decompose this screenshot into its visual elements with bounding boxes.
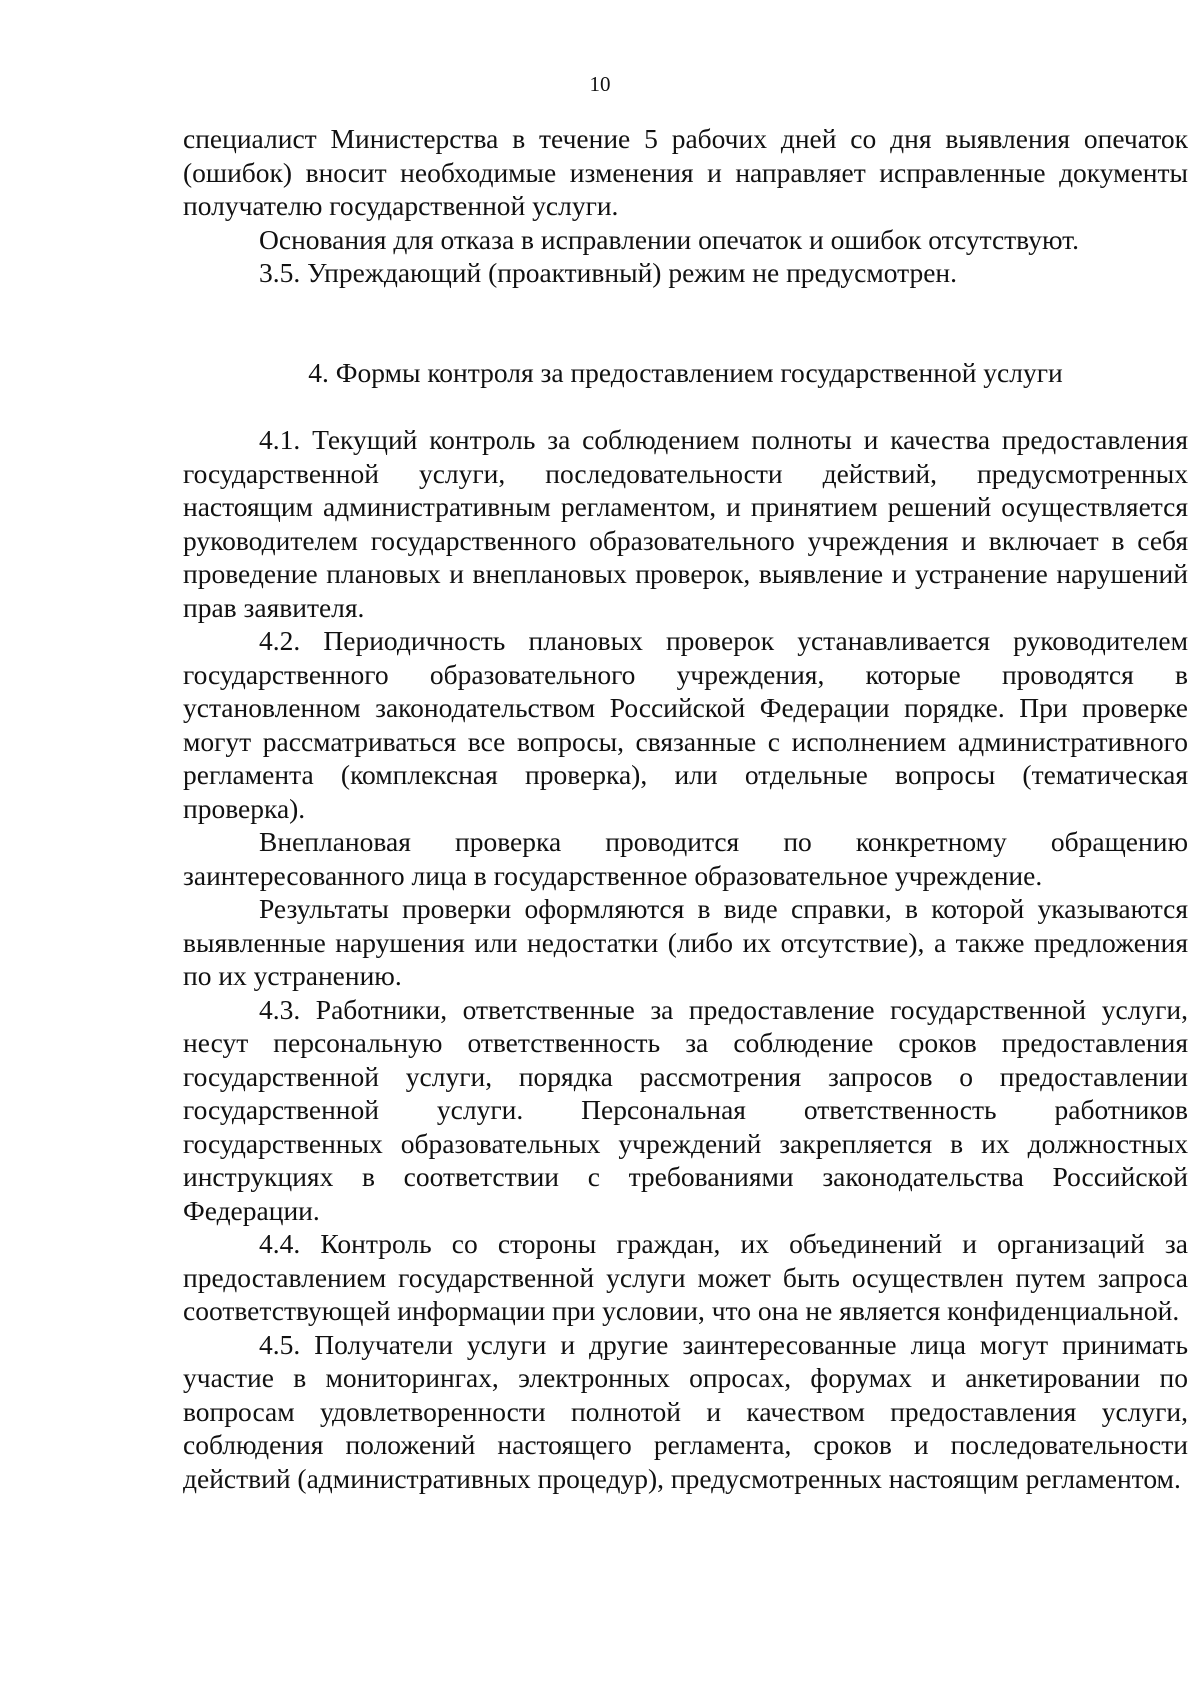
paragraph-4-2: 4.2. Периодичность плановых проверок устанавливается руководителем государственного образовательного учреждения, которые проводятся в установленном законодательством Российской Федерации порядке. При проверке могут рассматриваться все вопросы, связанные с исполнением административного регламента (комплексная проверка), или отдельные вопросы (тематическая проверка). [183, 625, 1188, 824]
paragraph-check-results: Результаты проверки оформляются в виде справки, в которой указываются выявленные нарушения или недостатки (либо их отсутствие), а также предложения по их устранению. [183, 893, 1188, 991]
paragraph-4-1: 4.1. Текущий контроль за соблюдением полноты и качества предоставления государственной услуги, последовательности действий, предусмотренных настоящим административным регламентом, и принятием решений осуществляется руководителем государственного образовательного учреждения и включает в себя проведение плановых и внеплановых проверок, выявление и устранение нарушений прав заявителя. [183, 424, 1188, 623]
section-4-heading: 4. Формы контроля за предоставлением государственной услуги [308, 356, 1063, 388]
paragraph-continuation: специалист Министерства в течение 5 рабочих дней со дня выявления опечаток (ошибок) вносит необходимые изменения и направляет исправленные документы получателю государственной услуги. [183, 123, 1188, 221]
paragraph-4-5: 4.5. Получатели услуги и другие заинтересованные лица могут принимать участие в мониторингах, электронных опросах, форумах и анкетировании по вопросам удовлетворенности полнотой и качеством предоставления услуги, соблюдения положений настоящего регламента, сроков и последовательности действий (административных процедур), предусмотренных настоящим регламентом. [183, 1328, 1188, 1494]
paragraph-4-3: 4.3. Работники, ответственные за предоставление государственной услуги, несут персональную ответственность за соблюдение сроков предоставления государственной услуги, порядка рассмотрения запросов о предоставлении государственной услуги. Персональная ответственность работников государственных образовательных учреждений закрепляется в их должностных инструкциях в соответствии с требованиями законодательства Российской Федерации. [183, 993, 1188, 1226]
page-number: 10 [589, 72, 611, 96]
paragraph-unplanned-check: Внеплановая проверка проводится по конкретному обращению заинтересованного лица в государственное образовательное учреждение. [183, 826, 1188, 891]
document-body [183, 122, 1188, 1495]
paragraph-no-refusal-grounds: Основания для отказа в исправлении опечаток и ошибок отсутствуют. [259, 223, 1079, 255]
paragraph-3-5: 3.5. Упреждающий (проактивный) режим не предусмотрен. [259, 257, 958, 288]
paragraph-4-4: 4.4. Контроль со стороны граждан, их объединений и организаций за предоставлением государственной услуги может быть осуществлен путем запроса соответствующей информации при условии, что она не является конфиденциальной. [183, 1228, 1188, 1326]
